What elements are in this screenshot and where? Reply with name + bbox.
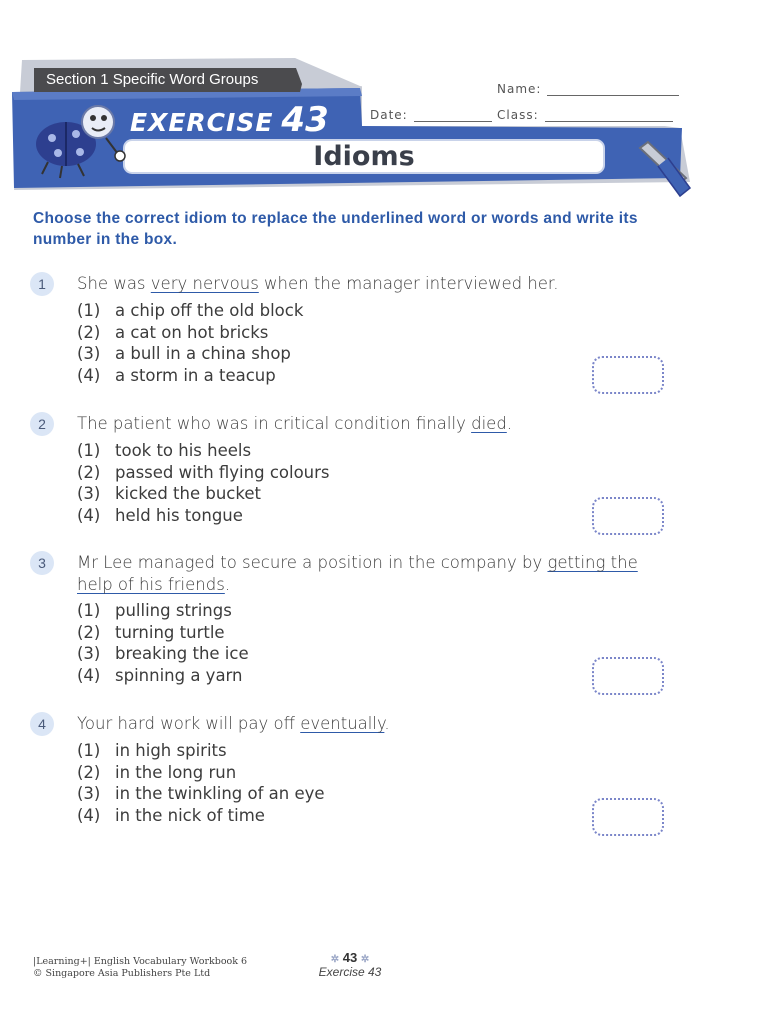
option-list [77,301,477,387]
question-stem: Your hard work will pay off eventually. [77,714,390,733]
option: (2) turning turtle [77,622,225,642]
question-stem: She was very nervous when the manager interviewed her. [77,274,559,293]
option-list [77,741,477,827]
option: (2) passed with flying colours [77,462,330,482]
answer-box[interactable] [592,356,664,394]
option: (3) in the twinkling of an eye [77,784,325,803]
date-field[interactable] [370,108,492,122]
answer-box[interactable] [592,657,664,695]
option: (4) held his tongue [77,505,243,525]
option: (3) kicked the bucket [77,484,261,503]
publisher-line-1: |Learning+| English Vocabulary Workbook 6 [33,956,248,967]
paper-clip-icon [628,138,694,200]
option: (3) breaking the ice [77,644,249,663]
question-stem: The patient who was in critical condition finally died. [77,414,513,433]
instruction-text: Choose the correct idiom to replace the underlined word or words and write its number in the box. [33,210,638,248]
class-line[interactable] [545,109,673,122]
question-number: 4 [30,712,54,736]
exercise-heading [130,100,329,140]
publisher-credit [33,956,247,980]
option: (2) in the long run [77,762,237,782]
name-line[interactable] [547,83,679,96]
question-stem: Mr Lee managed to secure a position in the company by getting the help of his friends. [77,553,638,594]
exercise-number: 43 [281,100,329,140]
star-icon: ✲ [330,954,340,965]
page-title: Idioms [313,141,415,172]
underlined-phrase: getting the help of his friends [77,553,638,594]
underlined-phrase: died [471,414,507,433]
option: (1) in high spirits [77,741,227,760]
question-number: 2 [30,412,54,436]
option: (4) in the nick of time [77,805,265,825]
option: (4) spinning a yarn [77,665,243,685]
option: (3) a bull in a china shop [77,344,291,363]
option-list [77,441,477,527]
answer-box[interactable] [592,497,664,535]
date-label: Date: [370,108,408,122]
option: (1) pulling strings [77,601,232,620]
option: (1) a chip off the old block [77,301,304,320]
page-caption: Exercise 43 [318,965,382,979]
underlined-phrase: eventually [300,714,385,733]
star-icon: ✲ [360,954,370,965]
publisher-line-2: © Singapore Asia Publishers Pte Ltd [33,968,211,979]
class-field[interactable] [497,108,673,122]
name-label: Name: [497,82,542,96]
question-number: 3 [30,551,54,575]
name-field[interactable] [497,82,679,96]
question-number: 1 [30,272,54,296]
option-list [77,601,477,687]
underlined-phrase: very nervous [150,274,259,293]
exercise-word: EXERCISE [130,108,274,137]
date-line[interactable] [414,109,492,122]
answer-box[interactable] [592,798,664,836]
option: (4) a storm in a teacup [77,365,276,385]
section-label: Section 1 Specific Word Groups [46,71,259,88]
page-number: ✲ 43 ✲ [330,950,370,965]
ladybug-mascot-icon [28,98,128,182]
option: (2) a cat on hot bricks [77,322,269,342]
option: (1) took to his heels [77,441,252,460]
class-label: Class: [497,108,539,122]
